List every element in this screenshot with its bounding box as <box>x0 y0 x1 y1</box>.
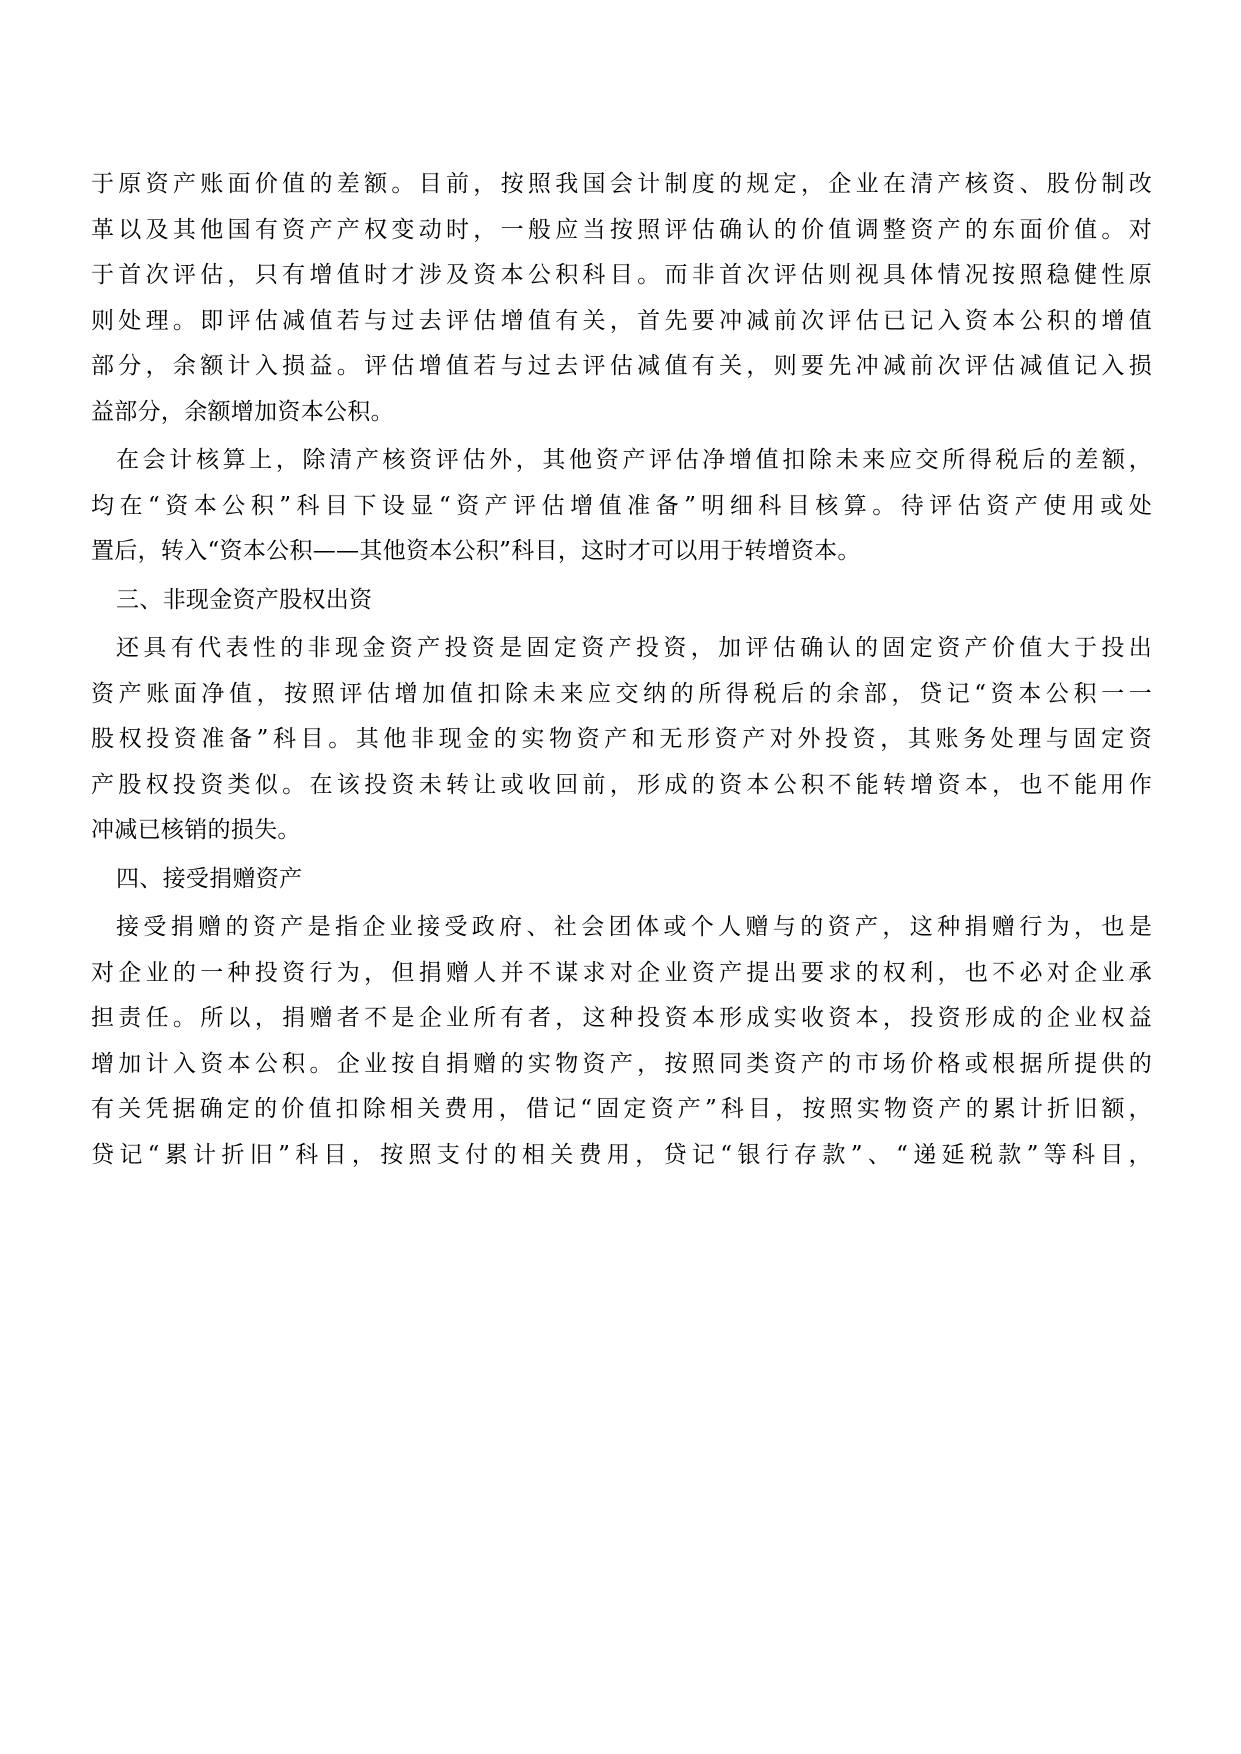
text-line: 增加计入资本公积。企业按自捐赠的实物资产，按照同类资产的市场价格或根据所提供的 <box>91 1050 1152 1077</box>
section-heading: 三、非现金资产股权出资 <box>116 586 373 613</box>
text-line: 冲减已核销的损失。 <box>91 817 301 843</box>
paragraph-revaluation-surplus <box>91 162 1152 435</box>
text-line: 置后，转入“资本公积——其他资本公积”科目，这时才可以用于转增资本。 <box>91 538 861 564</box>
paragraph-donated-assets <box>91 905 1152 1178</box>
section-heading: 四、接受捐赠资产 <box>116 865 303 892</box>
text-line: 于首次评估，只有增值时才涉及资本公积科目。而非首次评估则视具体情况按照稳健性原 <box>91 262 1152 288</box>
text-line: 贷记“累计折旧”科目，按照支付的相关费用，贷记“银行存款”、“递延税款”等科目， <box>91 1141 1152 1168</box>
text-line: 资产账面净值，按照评估增加值扣除未来应交纳的所得税后的余部，贷记“资本公积一一 <box>91 680 1152 707</box>
section-heading-donated-assets <box>91 857 1152 903</box>
text-line: 部分，余额计入损益。评估增值若与过去评估减值有关，则要先冲减前次评估减值记入损 <box>91 353 1152 379</box>
text-line: 在会计核算上，除清产核资评估外，其他资产评估净增值扣除未来应交所得税后的差额， <box>116 447 1152 473</box>
paragraph-noncash-investment <box>91 626 1152 854</box>
section-heading-noncash-equity <box>91 578 1152 624</box>
text-line: 担责任。所以，捐赠者不是企业所有者，这种投资本形成实收资本，投资形成的企业权益 <box>91 1005 1152 1031</box>
document-page <box>91 162 1152 1178</box>
text-line: 有关凭据确定的价值扣除相关费用，借记“固定资产”科目，按照实物资产的累计折旧额， <box>91 1096 1152 1122</box>
text-line: 则处理。即评估减值若与过去评估增值有关，首先要冲减前次评估已记入资本公积的增值 <box>91 307 1152 334</box>
text-line: 对企业的一种投资行为，但捐赠人并不谋求对企业资产提出要求的权利，也不必对企业承 <box>91 959 1152 986</box>
text-line: 产股权投资类似。在该投资未转让或收回前，形成的资本公积不能转增资本，也不能用作 <box>91 771 1152 798</box>
text-line: 接受捐赠的资产是指企业接受政府、社会团体或个人赠与的资产，这种捐赠行为，也是 <box>116 914 1152 940</box>
text-line: 于原资产账面价值的差额。目前，按照我国会计制度的规定，企业在清产核资、股份制改 <box>91 171 1152 197</box>
text-line: 均在“资本公积”科目下设显“资产评估增值准备”明细科目核算。待评估资产使用或处 <box>91 492 1152 519</box>
text-line: 还具有代表性的非现金资产投资是固定资产投资，加评估确认的固定资产价值大于投出 <box>116 635 1152 661</box>
text-line: 股权投资准备”科目。其他非现金的实物资产和无形资产对外投资，其账务处理与固定资 <box>91 726 1152 752</box>
text-line: 革以及其他国有资产产权变动时，一般应当按照评估确认的价值调整资产的东面价值。对 <box>91 216 1152 243</box>
paragraph-accounting-treatment <box>91 438 1152 575</box>
text-line: 益部分，余额增加资本公积。 <box>91 398 394 425</box>
